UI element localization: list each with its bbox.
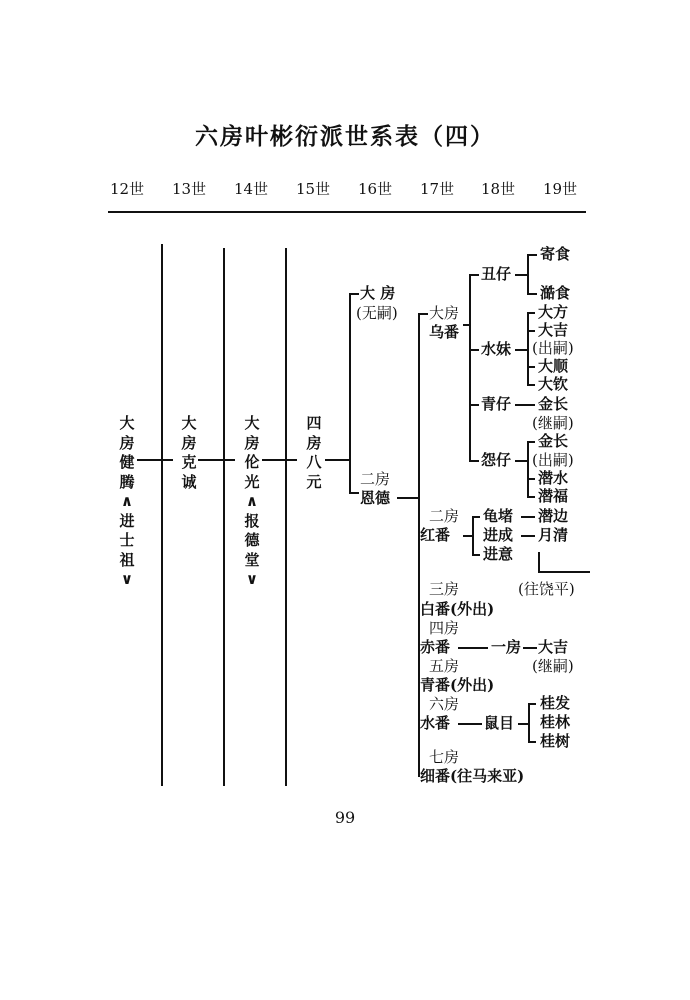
gen17-erfang: 二房 [429,507,460,525]
gen16-tick-dafang [349,293,359,295]
gen16-erfang: 二房 [360,470,391,488]
connector-shuifan [458,723,482,725]
gen19-qianfu: 潜福 [538,487,569,505]
gen17-dafang: 大房 [429,304,460,322]
gen18-chouzai: 丑仔 [481,265,512,283]
connector-14-15 [262,459,297,461]
gen18-tick-shuimei [469,349,479,351]
gen18-shumu: 鼠目 [484,714,515,732]
connector-jincheng [521,535,535,537]
generation-header-17: 17世 [420,180,455,198]
connector-15-16 [325,459,349,461]
gen18-guizhu: 龟堵 [483,507,514,525]
gen19-tick-dafang-person [527,312,535,314]
jinyi-descendant-line [538,571,590,573]
gen17-erfang-name: 红番 [420,526,451,544]
gen19-bracket-shumu [528,703,530,742]
header-divider [108,211,586,213]
gen19-jinzhang-a: 金长 [538,395,569,413]
gen19-tick-daqin [527,384,535,386]
gen17-sanfang-note: (往饶平) [518,580,575,598]
connector-shumu [518,723,528,725]
gen19-tick-jinzhang-b [527,441,535,443]
gen12-ancestor: 大 房 健 腾 ∧ 进 士 祖 ∨ [119,414,135,588]
gen19-tick-zanshi [527,293,537,295]
gen19-bracket-yuanzai [527,441,529,497]
gen17-sanfang: 三房 [429,580,460,598]
connector-chifan [458,647,488,649]
gen19-guishu: 桂树 [540,732,571,750]
gen18-tick-jinyi [472,554,480,556]
connector-guizhu [521,516,535,518]
gen18-tick-chouzai [469,274,479,276]
generation-header-16: 16世 [358,180,393,198]
gen16-tick-erfang [349,492,359,494]
gen18-bracket-erfang [472,516,474,555]
gen18-tick-guizhu [472,516,480,518]
gen19-tick-guishu [528,741,536,743]
gen18-bracket-dafang [469,274,471,461]
gen19-bracket-shuimei [527,312,529,385]
generation-header-13: 13世 [172,180,207,198]
gen19-daqin: 大钦 [538,375,569,393]
gen19-bracket-chouzai [527,254,529,294]
gen16-erfang-name: 恩德 [360,489,391,507]
gen19-dafang-person: 大方 [538,303,569,321]
gen19-qianbian: 潜边 [538,507,569,525]
gen18-jinyi: 进意 [483,545,514,563]
connector-qingzai [515,404,535,406]
gen17-sifang: 四房 [429,619,460,637]
connector-17-erfang [463,535,472,537]
gen13-ancestor: 大 房 克 诚 [181,414,197,491]
gen19-yueqing: 月清 [538,526,569,544]
gen17-tick-dafang [418,313,428,315]
connector-yuanzai [515,460,527,462]
gen19-jisi-note2: (继嗣) [532,657,574,675]
gen19-daji2: 大吉 [538,638,569,656]
gen19-jinzhang-b: 金长 [538,432,569,450]
gen18-yuanzai: 怨仔 [481,451,512,469]
gen19-jishi: 寄食 [540,245,571,263]
vertical-line-gen14 [285,248,287,786]
vertical-line-gen13 [223,248,225,786]
gen16-bracket [349,293,351,493]
gen19-tick-guifa [528,703,536,705]
gen14-ancestor: 大 房 伦 光 ∧ 报 德 堂 ∨ [244,414,260,588]
gen18-tick-yuanzai [469,460,479,462]
generation-header-15: 15世 [296,180,331,198]
gen17-dafang-name: 乌番 [429,323,460,341]
generation-header-19: 19世 [543,180,578,198]
gen19-daji: 大吉 [538,321,569,339]
connector-12-13 [137,459,173,461]
generation-header-18: 18世 [481,180,516,198]
gen18-qingzai: 青仔 [481,395,512,413]
gen18-yifang: 一房 [491,638,522,656]
connector-yifang [523,647,537,649]
gen16-dafang: 大 房 [360,284,396,302]
generation-header-14: 14世 [234,180,269,198]
gen17-shuifan: 水番 [420,714,451,732]
gen19-tick-jishi [527,254,537,256]
gen19-tick-qianfu [527,496,535,498]
gen17-qifang: 七房 [429,748,460,766]
gen19-jisi-note: (继嗣) [532,414,574,432]
gen19-tick-dashun [527,366,535,368]
vertical-line-gen12 [161,244,163,786]
gen19-tick-daji [527,330,535,332]
gen19-guilin: 桂林 [540,713,571,731]
connector-16-17 [397,497,418,499]
connector-shuimei [515,349,527,351]
connector-13-14 [198,459,235,461]
gen18-jincheng: 进成 [483,526,514,544]
page-number: 99 [334,808,356,827]
connector-chouzai [515,274,527,276]
gen18-tick-qingzai [469,404,479,406]
gen16-dafang-note: (无嗣) [356,304,398,322]
gen19-chuji-note: (出嗣) [532,339,574,357]
gen17-wufang: 五房 [429,657,460,675]
gen19-chusi-note: (出嗣) [532,451,574,469]
gen19-guifa: 桂发 [540,694,571,712]
gen19-qianshui: 潜水 [538,469,569,487]
gen19-zanshi: 澔食 [540,284,571,302]
gen15-ancestor: 四 房 八 元 [306,414,322,491]
gen17-liufang: 六房 [429,695,460,713]
gen19-dashun: 大顺 [538,357,569,375]
gen17-qingfan: 青番(外出) [420,676,495,694]
gen17-chifan: 赤番 [420,638,451,656]
gen17-bracket [418,313,420,777]
gen18-shuimei: 水妹 [481,340,512,358]
gen19-tick-qianshui [527,478,535,480]
jinyi-descendant-bracket [538,552,540,572]
generation-header-12: 12世 [110,180,145,198]
page-title: 六房叶彬衍派世系表（四） [195,124,495,150]
gen17-xifan: 细番(往马来亚) [420,767,525,785]
gen17-baifan: 白番(外出) [420,600,495,618]
